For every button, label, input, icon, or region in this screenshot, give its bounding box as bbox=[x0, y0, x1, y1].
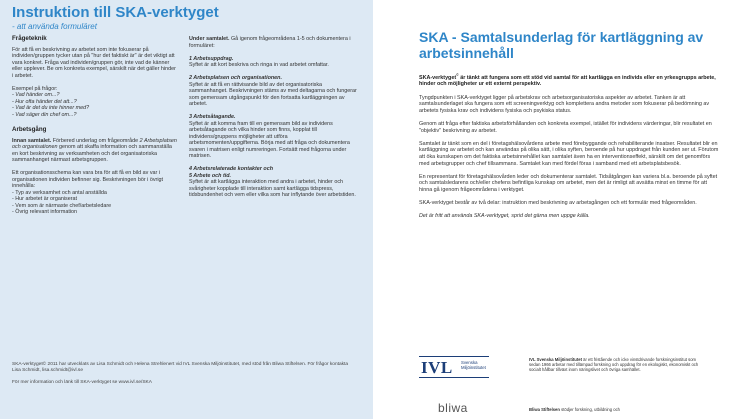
list-item: - Vem som är närmaste chef/arbetsledare bbox=[12, 202, 112, 209]
list-item: - Övrig relevant information bbox=[12, 209, 78, 215]
example-question: - Vad säger din chef om...? bbox=[12, 111, 77, 118]
organisation-text: Ett organisationsschema kan vara bra för att få en bild av var i organisationen individen befinner sig. Beskrivningen bör i övrigt innehålla: bbox=[12, 170, 164, 189]
example-question: - Vad händer om...? bbox=[12, 92, 60, 98]
list-item: - Typ av verksamhet och antal anställda bbox=[12, 189, 107, 196]
paragraph: En representant för företagshälsovården leder och dokumenterar samtalet. Tidsåtgången kan variera bl.a. beroende på syftet och samtalsledarens och/eller chefens befintliga kunskap om arbetet, men det är rimligt att avsätta minst en timme för att hinna gå igenom frågeområdena i verktyget. bbox=[419, 173, 718, 193]
example-question: - Hur ofta händer det att...? bbox=[12, 98, 77, 105]
cover-title: SKA - Samtalsunderlag för kartläggning av arbetsinnehåll bbox=[419, 29, 704, 61]
lead-paragraph: SKA-verktyget© är tänkt att fungera som ett stöd vid samtal för att kartlägga en individs eller en yrkesgrupps arbete, hinder och möjligheter ur ett externt perspektiv. bbox=[419, 73, 716, 88]
example-questions bbox=[12, 86, 177, 119]
examples-intro: Exempel på frågor: bbox=[12, 85, 58, 92]
paragraph: SKA-verktyget består av två delar: instruktion med beskrivning av arbetsgången och ett formulär med frågeområden. bbox=[419, 200, 697, 207]
paragraph: Tyngdpunkten i SKA-verktyget ligger på arbetskrav och arbetsorganisatoriska aspekter av arbetet. Tanken är att samtalsunderlaget ska fungera som ett screeningverktyg och komplettera andra metoder som fokuserar på bedömning av arbetets fysiska krav och individens fysiska och psykiska status. bbox=[419, 94, 710, 114]
section-arbetsplatsen: 2 Arbetsplatsen och organisationen. Syftet är att få en rättvisande bild av det organisatoriska sammanhanget. Beskrivningen stäms av med deltagarna och fungerar som gemensam utgångspunkt för den fortsatta kartläggningen av arbetet. bbox=[189, 75, 357, 107]
heading-arbetsgang: Arbetsgång bbox=[12, 126, 47, 133]
innan-samtalet-label: Innan samtalet. bbox=[12, 137, 52, 144]
instruction-footer bbox=[12, 362, 357, 392]
ivl-logo-text: IVL bbox=[421, 358, 453, 377]
organisation-list bbox=[12, 170, 177, 216]
section-arbetsuppdrag: 1 Arbetsuppdrag. Syftet är att kort beskriva och ringa in vad arbetet omfattar. bbox=[189, 55, 329, 68]
innan-samtalet-text: Innan samtalet. Förbered underlag om frågeområde 2 Arbetsplatsen och organisationen genom att skaffa information och sammanställa en kort beskrivning av verksamheten och det organisatoriska sammanhanget närmast arbetsgruppen. bbox=[12, 137, 177, 163]
copyright-note: SKA-verktyget© 2011 har utvecklats av Lisa Schmidt och Helena Strehlenert vid IVL Svenska Miljöinstitutet, med stöd från Bliwa Stiftelsen. För frågor kontakta Lisa Schmidt, lisa.schmidt@ivl.se bbox=[12, 362, 349, 373]
more-info-note: För mer information och länk till SKA-verktyget se www.ivl.se/SKA bbox=[12, 380, 152, 385]
ivl-logo bbox=[419, 356, 489, 378]
paragraph: Genom att fråga efter faktiska arbetsförhållanden och konkreta exempel, istället för individens värderingar, blir resultatet en "objektiv" beskrivning av arbetet. bbox=[419, 120, 712, 134]
fragateknik-text: För att få en beskrivning av arbetet som inte fokuserar på individen/gruppen tycker utan på "hur det faktiskt är" är det viktigt att vara konkret. Fråga vad individen/gruppen gör, inte vad de känner eller upplever. Be om konkreta exempel, särskilt när det gäller hinder i arbetet. bbox=[12, 46, 176, 79]
list-item: - Hur arbetet är organiserat bbox=[12, 196, 78, 202]
instruction-title: Instruktion till SKA-verktyget bbox=[12, 4, 219, 21]
bliwa-description: Bliwa Stiftelsen stödjer forskning, utbildning och bbox=[529, 407, 621, 412]
example-question: - Vad är det du inte hinner med? bbox=[12, 105, 90, 111]
closing-note: Det är fritt att använda SKA-verktyget, sprid det gärna men uppge källa. bbox=[419, 213, 590, 220]
ivl-description: IVL Svenska Miljöinstitutet är ett fristående och icke vinstdrivande forskningsinstitut som sedan 1966 arbetar med tillämpad forskning och uppdrag för en ekologiskt, ekonomiskt och socialt hållbar tillväxt inom näringslivet och övriga samhället. bbox=[529, 357, 699, 373]
heading-fragateknik: Frågeteknik bbox=[12, 35, 47, 42]
section-arbetsatagande: 3 Arbetsåtagande. Syftet är att komma fram till en gemensam bild av individens arbetsåtagande och vilka hinder som finns, kopplat till individens/gruppens möjligheter att utföra arbetsmomenten/uppgifterna. Börja med att fråga och dokumentera svaren i matrisen enligt numreringen. Fortsätt med frågorna under matrisen. bbox=[189, 114, 350, 159]
ivl-logo-subtext: Svenska Miljöinstitutet bbox=[461, 360, 486, 371]
instruction-column-2 bbox=[189, 36, 359, 205]
paragraph: Samtalet är tänkt som en del i företagshälsovårdens arbete med förebyggande och rehabiliterande insatser. Resultatet blir en kartläggning av arbetet och kan användas på olika sätt, i olika syften, beroende på hur uppdraget från kunden ser ut. Förutom att öka kunskapen om det faktiska arbetsinnehållet kan samtalet även ha en interventionseffekt, särskilt om det genomförs med arbetsgrupper och chef tillsammans. Samtalet kan med fördel föras i samband med ett arbetsplatsbesök. bbox=[419, 140, 719, 167]
cover-body bbox=[419, 72, 719, 226]
instruction-column-1 bbox=[12, 36, 177, 222]
under-samtalet-text: Under samtalet. Gå igenom frågeområdena 1-5 och dokumentera i formuläret: bbox=[189, 36, 351, 49]
cover-panel bbox=[373, 0, 746, 419]
instruction-subtitle: - att använda formuläret bbox=[12, 22, 97, 31]
bliwa-logo: bliwa bbox=[438, 401, 468, 415]
section-kontakter-tid: 4 Arbetsrelaterade kontakter och 5 Arbete och tid. Syftet är att kartlägga interaktion med andra i arbetet, hinder och svårigheter kopplade till interaktion samt kartlägga tidspress, tidsbundenhet och vem eller vilka som har inflytande över arbetstiden. bbox=[189, 166, 356, 198]
